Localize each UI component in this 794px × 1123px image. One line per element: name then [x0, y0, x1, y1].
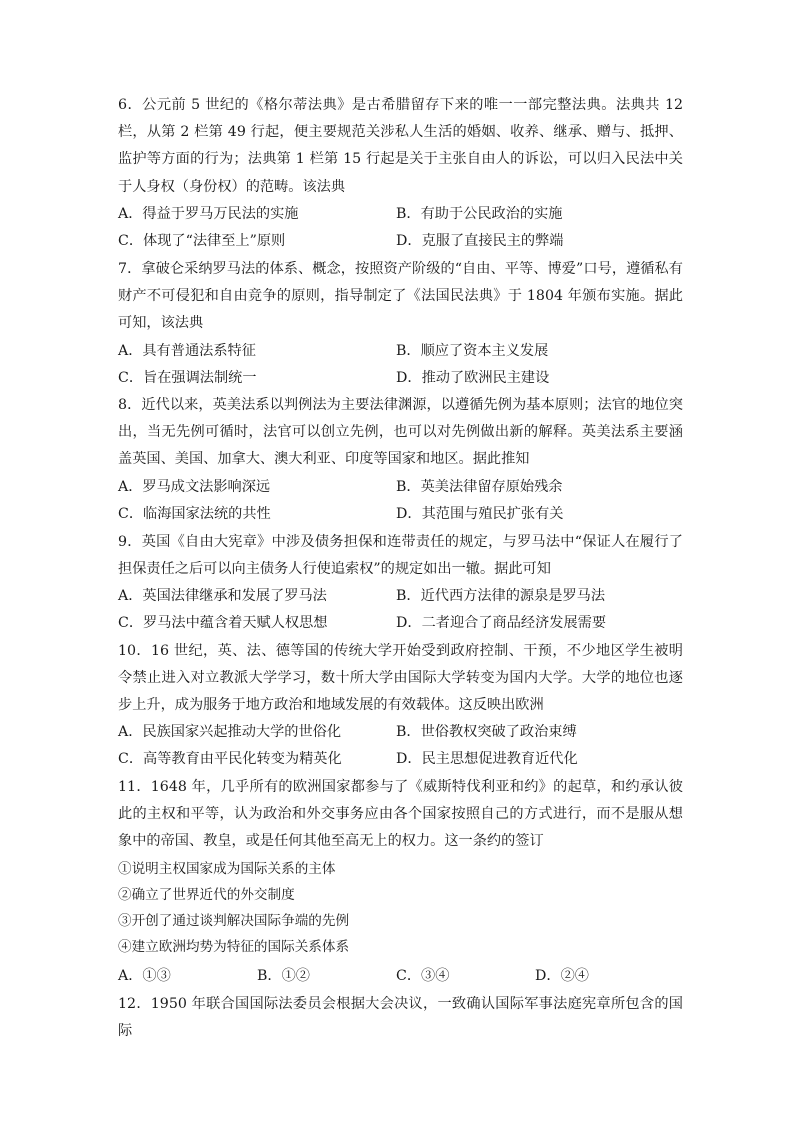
question-7-stem: 7．拿破仑采纳罗马法的体系、概念，按照资产阶级的“自由、平等、博爱”口号，遵循私有财产不可侵犯和自由竞争的原则，指导制定了《法国民法典》于 1804 年颁布实施。据此可知，该法典 — [118, 261, 683, 332]
question-6-option-d: D．克服了直接民主的弊端 — [396, 233, 564, 249]
question-11-item-4: ④建立欧洲均势为特征的国际关系体系 — [118, 939, 350, 955]
question-10-stem: 10．16 世纪，英、法、德等国的传统大学开始受到政府控制、干预，不少地区学生被明令禁止进入对立教派大学学习，数十所大学由国际大学转变为国内大学。大学的地位也逐步上升，成为服务于地方政治和地域发展的有效载体。这反映出欧洲 — [118, 643, 683, 714]
question-9-option-a: A．英国法律继承和发展了罗马法 — [118, 588, 327, 604]
question-10-option-b: B．世俗教权突破了政治束缚 — [396, 724, 577, 740]
question-11-option-b: B．①② — [257, 968, 310, 984]
question-8-option-b: B．英美法律留存原始残余 — [396, 479, 563, 495]
question-11-option-c: C．③④ — [396, 968, 450, 984]
question-10-option-a: A．民族国家兴起推动大学的世俗化 — [118, 724, 342, 740]
question-11-option-a: A．①③ — [118, 968, 171, 984]
question-7-option-d: D．推动了欧洲民主建设 — [396, 370, 550, 386]
question-6-option-c: C．体现了“法律至上”原则 — [118, 233, 286, 249]
question-6-option-b: B．有助于公民政治的实施 — [396, 206, 563, 222]
question-10-option-c: C．高等教育由平民化转变为精英化 — [118, 751, 342, 767]
question-11-item-2: ②确立了世界近代的外交制度 — [118, 887, 295, 903]
question-10-option-d: D．民主思想促进教育近代化 — [396, 751, 578, 767]
question-8-stem: 8．近代以来，英美法系以判例法为主要法律渊源，以遵循先例为基本原则；法官的地位突出，当无先例可循时，法官可以创立先例，也可以对先例做出新的解释。英美法系主要涵盖英国、美国、加拿大、澳大利亚、印度等国家和地区。据此推知 — [118, 397, 683, 468]
question-11-item-3: ③开创了通过谈判解决国际争端的先例 — [118, 913, 350, 929]
question-9-option-b: B．近代西方法律的源泉是罗马法 — [396, 588, 606, 604]
question-12-stem: 12．1950 年联合国国际法委员会根据大会决议，一致确认国际军事法庭宪章所包含的国际 — [118, 996, 683, 1040]
question-8-option-d: D．其范围与殖民扩张有关 — [396, 506, 564, 522]
question-8-option-a: A．罗马成文法影响深远 — [118, 479, 271, 495]
question-11-item-1: ①说明主权国家成为国际关系的主体 — [118, 861, 336, 877]
question-8-option-c: C．临海国家法统的共性 — [118, 506, 271, 522]
question-9-stem: 9．英国《自由大宪章》中涉及债务担保和连带责任的规定，与罗马法中“保证人在履行了担保责任之后可以向主债务人行使追索权”的规定如出一辙。据此可知 — [118, 534, 683, 578]
question-11-stem: 11．1648 年，几乎所有的欧洲国家都参与了《威斯特伐利亚和约》的起草，和约承认彼此的主权和平等，认为政治和外交事务应由各个国家按照自己的方式进行，而不是服从想象中的帝国、教皇，或是任何其他至高无上的权力。这一条约的签订 — [118, 779, 683, 850]
question-7-option-b: B．顺应了资本主义发展 — [396, 343, 549, 359]
question-6-stem: 6．公元前 5 世纪的《格尔蒂法典》是古希腊留存下来的唯一一部完整法典。法典共 12 栏，从第 2 栏第 49 行起，便主要规范关涉私人生活的婚姻、收养、继承、赠与、抵押、监护等方面的行为；法典第 1 栏第 15 行起是关于主张自由人的诉讼，可以归入民法中关于人身权（身份权）的范畴。该法典 — [118, 97, 683, 195]
question-6-option-a: A．得益于罗马万民法的实施 — [118, 206, 299, 222]
question-7-option-a: A．具有普通法系特征 — [118, 343, 256, 359]
question-11-option-d: D．②④ — [535, 968, 589, 984]
question-9-option-c: C．罗马法中蕴含着天赋人权思想 — [118, 615, 328, 631]
question-9-option-d: D．二者迎合了商品经济发展需要 — [396, 615, 607, 631]
question-7-option-c: C．旨在强调法制统一 — [118, 370, 257, 386]
